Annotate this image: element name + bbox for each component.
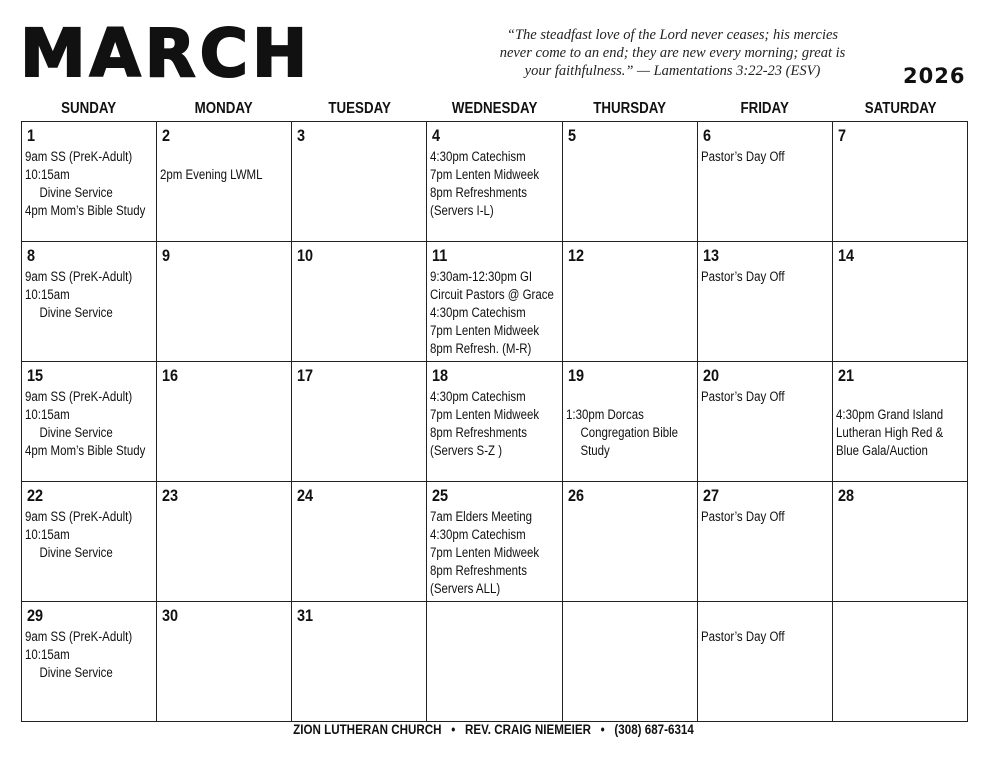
day-cell bbox=[833, 602, 968, 722]
footer-pastor-name: REV. CRAIG NIEMEIER bbox=[464, 722, 591, 737]
day-cell bbox=[563, 602, 698, 722]
day-cell bbox=[427, 602, 562, 722]
day-cell bbox=[157, 242, 292, 362]
day-number: 29 bbox=[27, 606, 44, 625]
event-line: (Servers S-Z ) bbox=[430, 443, 503, 458]
footer-separator: • bbox=[600, 722, 605, 737]
day-cell bbox=[833, 122, 968, 242]
event-line: Divine Service bbox=[39, 425, 113, 440]
event-list bbox=[25, 268, 157, 322]
day-number: 27 bbox=[702, 486, 719, 505]
event-line: Pastor’s Day Off bbox=[700, 629, 785, 644]
day-cell bbox=[157, 602, 292, 722]
day-number: 19 bbox=[567, 366, 584, 385]
day-cell bbox=[833, 242, 968, 362]
weekday-tuesday: TUESDAY bbox=[327, 100, 391, 117]
event-list bbox=[25, 148, 157, 220]
quote-line: “The steadfast love of the Lord never ceases; his mercies bbox=[506, 27, 839, 43]
event-line: Pastor’s Day Off bbox=[700, 149, 785, 164]
day-number: 3 bbox=[297, 126, 306, 145]
event-line: 9am SS (PreK-Adult) bbox=[25, 389, 133, 404]
day-number: 31 bbox=[297, 606, 314, 625]
event-line: Divine Service bbox=[39, 305, 113, 320]
event-line: Pastor’s Day Off bbox=[700, 389, 785, 404]
day-number: 10 bbox=[297, 246, 314, 265]
quote-line: your faithfulness.” — Lamentations 3:22-23 (ESV) bbox=[524, 63, 821, 79]
day-cell bbox=[698, 242, 833, 362]
event-line: 9:30am-12:30pm GI bbox=[430, 269, 533, 284]
year-label: 2026 bbox=[903, 64, 966, 88]
day-cell bbox=[292, 362, 427, 482]
day-number: 22 bbox=[27, 486, 44, 505]
day-number: 9 bbox=[162, 246, 171, 265]
day-cell bbox=[22, 482, 157, 602]
day-cell bbox=[157, 482, 292, 602]
event-line: 7am Elders Meeting bbox=[430, 509, 533, 524]
day-number: 28 bbox=[837, 486, 854, 505]
day-number: 26 bbox=[567, 486, 584, 505]
event-line: 4:30pm Catechism bbox=[430, 527, 527, 542]
event-line: 7pm Lenten Midweek bbox=[430, 407, 540, 422]
calendar-grid bbox=[21, 121, 968, 722]
event-list bbox=[701, 388, 833, 406]
day-cell bbox=[698, 602, 833, 722]
day-number: 4 bbox=[432, 126, 441, 145]
day-number: 15 bbox=[27, 366, 44, 385]
event-line: Divine Service bbox=[39, 545, 113, 560]
event-line: Circuit Pastors @ Grace bbox=[430, 287, 555, 302]
event-list bbox=[430, 268, 562, 358]
event-line: 10:15am bbox=[25, 407, 70, 422]
event-list bbox=[566, 388, 698, 460]
event-spacer bbox=[836, 388, 968, 406]
event-list bbox=[25, 628, 157, 682]
quote-line: never come to an end; they are new every morning; great is bbox=[499, 45, 846, 61]
day-cell bbox=[292, 602, 427, 722]
day-number: 20 bbox=[702, 366, 719, 385]
day-number: 13 bbox=[702, 246, 719, 265]
weekday-wednesday: WEDNESDAY bbox=[451, 100, 538, 117]
event-line: 4pm Mom’s Bible Study bbox=[25, 443, 146, 458]
day-number: 23 bbox=[162, 486, 179, 505]
day-number: 14 bbox=[837, 246, 854, 265]
event-line: Pastor’s Day Off bbox=[700, 269, 785, 284]
day-cell bbox=[563, 242, 698, 362]
footer-phone: (308) 687-6314 bbox=[614, 722, 694, 737]
weekday-sunday: SUNDAY bbox=[61, 100, 117, 117]
event-list bbox=[701, 628, 833, 646]
event-line: 4:30pm Catechism bbox=[430, 389, 527, 404]
day-cell bbox=[833, 482, 968, 602]
event-list bbox=[701, 508, 833, 526]
day-number: 17 bbox=[297, 366, 314, 385]
day-cell bbox=[292, 122, 427, 242]
event-line: Lutheran High Red & bbox=[835, 425, 944, 440]
day-number: 8 bbox=[27, 246, 36, 265]
event-line: 7pm Lenten Midweek bbox=[430, 545, 540, 560]
event-line: 8pm Refreshments bbox=[430, 425, 528, 440]
event-line: 2pm Evening LWML bbox=[160, 167, 263, 182]
event-line: 10:15am bbox=[25, 287, 70, 302]
event-spacer bbox=[160, 148, 292, 166]
day-cell bbox=[698, 482, 833, 602]
day-cell bbox=[698, 122, 833, 242]
weekday-monday: MONDAY bbox=[194, 100, 253, 117]
event-line: 7pm Lenten Midweek bbox=[430, 167, 540, 182]
weekday-saturday: SATURDAY bbox=[864, 100, 937, 117]
event-line: 10:15am bbox=[25, 527, 70, 542]
event-list bbox=[701, 148, 833, 166]
day-cell bbox=[563, 362, 698, 482]
day-cell bbox=[157, 362, 292, 482]
day-cell bbox=[22, 362, 157, 482]
event-line: 8pm Refresh. (M-R) bbox=[430, 341, 532, 356]
event-line: (Servers ALL) bbox=[430, 581, 501, 596]
event-line: 9am SS (PreK-Adult) bbox=[25, 629, 133, 644]
event-line: 4:30pm Catechism bbox=[430, 149, 527, 164]
event-line: 9am SS (PreK-Adult) bbox=[25, 509, 133, 524]
day-cell bbox=[563, 122, 698, 242]
day-cell bbox=[427, 242, 562, 362]
event-list bbox=[160, 148, 292, 184]
event-list bbox=[430, 508, 562, 598]
event-line: 1:30pm Dorcas bbox=[565, 407, 644, 422]
event-spacer bbox=[566, 388, 698, 406]
day-cell bbox=[22, 122, 157, 242]
weekday-friday: FRIDAY bbox=[740, 100, 790, 117]
event-line: 10:15am bbox=[25, 167, 70, 182]
event-line: Pastor’s Day Off bbox=[700, 509, 785, 524]
event-line: 10:15am bbox=[25, 647, 70, 662]
event-line: 8pm Refreshments bbox=[430, 185, 528, 200]
day-number: 18 bbox=[432, 366, 449, 385]
event-line: 8pm Refreshments bbox=[430, 563, 528, 578]
event-line: Study bbox=[580, 443, 610, 458]
event-list bbox=[25, 508, 157, 562]
event-line: 7pm Lenten Midweek bbox=[430, 323, 540, 338]
day-number: 16 bbox=[162, 366, 179, 385]
day-cell bbox=[22, 602, 157, 722]
day-number: 30 bbox=[162, 606, 179, 625]
event-list bbox=[836, 388, 968, 460]
event-line: Blue Gala/Auction bbox=[835, 443, 928, 458]
day-number: 6 bbox=[702, 126, 711, 145]
event-line: 4:30pm Grand Island bbox=[835, 407, 944, 422]
day-cell bbox=[563, 482, 698, 602]
event-list bbox=[701, 268, 833, 286]
event-line: (Servers I-L) bbox=[430, 203, 495, 218]
event-line: Congregation Bible bbox=[580, 425, 678, 440]
event-line: 9am SS (PreK-Adult) bbox=[25, 269, 133, 284]
day-cell bbox=[427, 482, 562, 602]
calendar bbox=[21, 96, 968, 722]
day-cell bbox=[427, 362, 562, 482]
day-cell bbox=[427, 122, 562, 242]
day-number: 21 bbox=[837, 366, 854, 385]
footer-church-name: ZION LUTHERAN CHURCH bbox=[293, 722, 442, 737]
scripture-quote bbox=[470, 26, 875, 80]
day-cell bbox=[292, 482, 427, 602]
event-line: Divine Service bbox=[39, 665, 113, 680]
day-number: 5 bbox=[567, 126, 576, 145]
event-line: 9am SS (PreK-Adult) bbox=[25, 149, 133, 164]
event-list bbox=[430, 388, 562, 460]
day-number: 25 bbox=[432, 486, 449, 505]
weekday-thursday: THURSDAY bbox=[593, 100, 667, 117]
day-number: 24 bbox=[297, 486, 314, 505]
day-number: 1 bbox=[27, 126, 36, 145]
day-cell bbox=[292, 242, 427, 362]
day-number: 2 bbox=[162, 126, 171, 145]
day-number: 12 bbox=[567, 246, 584, 265]
day-number: 11 bbox=[432, 246, 448, 265]
event-list bbox=[25, 388, 157, 460]
day-number: 7 bbox=[837, 126, 846, 145]
event-list bbox=[430, 148, 562, 220]
day-cell bbox=[157, 122, 292, 242]
day-cell bbox=[698, 362, 833, 482]
event-line: 4pm Mom’s Bible Study bbox=[25, 203, 146, 218]
weekday-header-row bbox=[21, 96, 968, 121]
footer bbox=[69, 722, 918, 737]
day-cell bbox=[22, 242, 157, 362]
event-line: 4:30pm Catechism bbox=[430, 305, 527, 320]
event-line: Divine Service bbox=[39, 185, 113, 200]
footer-separator: • bbox=[451, 722, 456, 737]
month-title: MARCH bbox=[20, 15, 312, 92]
day-cell bbox=[833, 362, 968, 482]
